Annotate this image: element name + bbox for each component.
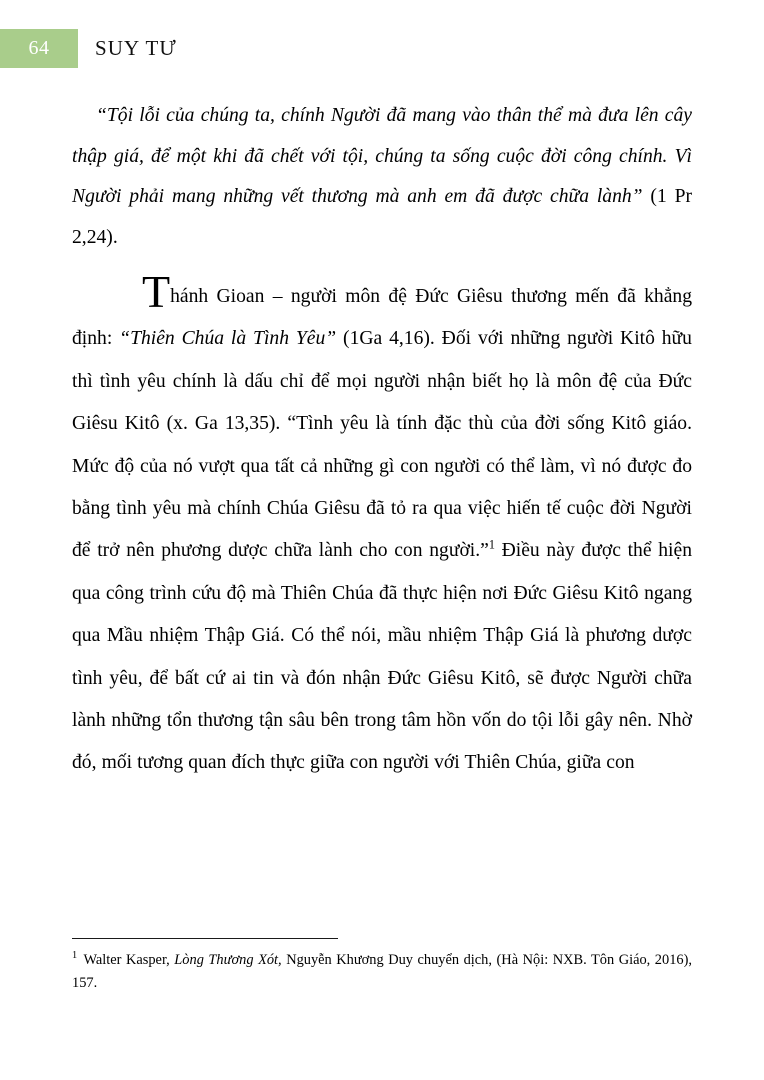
body-text-part-2: (1Ga 4,16). Đối với những người Kitô hữu thì tình yêu chính là dấu chỉ để mọi người nhận biết họ là môn đệ của Đức Giêsu Kitô (x. Ga 13,35). “Tình yêu là tính đặc thù của đời sống Kitô giáo. Mức độ của nó vượt qua tất cả những gì con người có thể làm, vì nó được đo bằng tình yêu mà chính Chúa Giêsu đã tỏ ra qua việc hiến tế cuộc đời Người để trở nên phương dược chữa lành cho con người.” — [72, 328, 692, 562]
page-number-block — [0, 29, 78, 68]
drop-cap: T — [142, 266, 171, 317]
footnote-publication-info: Nguyễn Khương Duy chuyển dịch, (Hà Nội: NXB. Tôn Giáo, 2016), 157. — [72, 952, 692, 991]
scripture-block-quote — [72, 96, 692, 258]
footnote-work-title: Lòng Thương Xót, — [174, 952, 282, 968]
footnote-area — [72, 938, 692, 994]
footnote-number: 1 — [72, 950, 78, 962]
page-number: 64 — [28, 37, 50, 59]
text-column — [72, 96, 692, 785]
body-paragraph — [72, 266, 692, 785]
footnote-separator-rule — [72, 938, 338, 939]
inline-quoted-title: “Thiên Chúa là Tình Yêu” — [119, 328, 337, 350]
block-quote-reference: (1 Pr 2,24). — [72, 186, 692, 248]
body-text-part-1: hánh Gioan – người môn đệ Đức Giêsu thương mến đã khẳng định: — [72, 286, 692, 350]
block-quote-text: “Tội lỗi của chúng ta, chính Người đã mang vào thân thể mà đưa lên cây thập giá, để một khi đã chết với tội, chúng ta sống cuộc đời công chính. Vì Người phải mang những vết thương mà anh em đã được chữa lành” — [72, 105, 692, 207]
footnote-entry — [72, 949, 692, 994]
footnote-reference-marker[interactable]: 1 — [488, 537, 495, 552]
running-head — [0, 29, 764, 69]
body-text-part-3: Điều này được thể hiện qua công trình cứu độ mà Thiên Chúa đã thực hiện nơi Đức Giêsu Kitô ngang qua Mầu nhiệm Thập Giá. Có thể nói, mầu nhiệm Thập Giá là phương dược tình yêu, để bất cứ ai tin và đón nhận Đức Giêsu Kitô, sẽ được Người chữa lành những tổn thương tận sâu bên trong tâm hồn vốn do tội lỗi gây nên. Nhờ đó, mối tương quan đích thực giữa con người với Thiên Chúa, giữa con — [72, 540, 692, 774]
footnote-author: Walter Kasper, — [79, 952, 175, 968]
running-head-title: SUY TƯ — [95, 36, 177, 60]
